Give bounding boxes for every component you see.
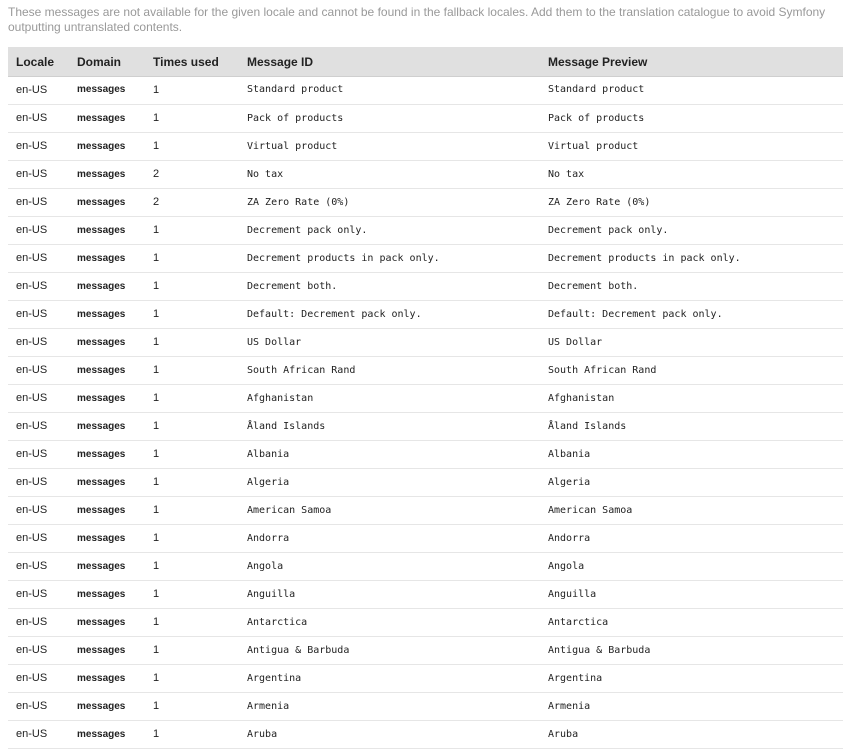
cell-times-used: 1 bbox=[153, 588, 160, 600]
column-header-locale: Locale bbox=[8, 47, 69, 76]
cell-times-used: 1 bbox=[153, 448, 160, 460]
table-row bbox=[8, 384, 843, 412]
cell-locale: en-US bbox=[16, 252, 48, 264]
cell-locale: en-US bbox=[16, 112, 48, 124]
cell-times-used: 1 bbox=[153, 616, 160, 628]
cell-message-preview: Pack of products bbox=[548, 112, 645, 124]
cell-message-preview: Algeria bbox=[548, 476, 591, 488]
cell-message-id: No tax bbox=[247, 168, 284, 180]
cell-message-preview: Anguilla bbox=[548, 588, 597, 600]
cell-message-preview: American Samoa bbox=[548, 504, 633, 516]
cell-message-id: Virtual product bbox=[247, 140, 338, 152]
cell-message-id: Afghanistan bbox=[247, 392, 314, 404]
table-row bbox=[8, 412, 843, 440]
cell-locale: en-US bbox=[16, 140, 48, 152]
cell-message-id: Decrement pack only. bbox=[247, 224, 368, 236]
cell-locale: en-US bbox=[16, 224, 48, 236]
cell-locale: en-US bbox=[16, 308, 48, 320]
cell-message-id: Andorra bbox=[247, 532, 290, 544]
cell-times-used: 2 bbox=[153, 168, 160, 180]
cell-locale: en-US bbox=[16, 392, 48, 404]
cell-domain: messages bbox=[77, 84, 126, 96]
cell-domain: messages bbox=[77, 140, 126, 152]
cell-locale: en-US bbox=[16, 448, 48, 460]
cell-domain: messages bbox=[77, 168, 126, 180]
cell-times-used: 1 bbox=[153, 364, 160, 376]
cell-message-preview: Argentina bbox=[548, 672, 603, 684]
cell-message-id: ZA Zero Rate (0%) bbox=[247, 196, 350, 208]
table-row bbox=[8, 468, 843, 496]
cell-locale: en-US bbox=[16, 420, 48, 432]
cell-times-used: 1 bbox=[153, 728, 160, 740]
cell-domain: messages bbox=[77, 392, 126, 404]
cell-locale: en-US bbox=[16, 196, 48, 208]
cell-message-preview: Armenia bbox=[548, 700, 591, 712]
missing-messages-notice: These messages are not available for the given locale and cannot be found in the fallback locales. Add them to the translation catalogue to avoid Symfony outputting untranslated contents. bbox=[8, 5, 826, 34]
cell-times-used: 1 bbox=[153, 420, 160, 432]
cell-times-used: 1 bbox=[153, 532, 160, 544]
cell-message-preview: ZA Zero Rate (0%) bbox=[548, 196, 651, 208]
cell-times-used: 1 bbox=[153, 83, 160, 96]
cell-message-id: Default: Decrement pack only. bbox=[247, 308, 422, 320]
missing-messages-table-container bbox=[8, 47, 843, 749]
cell-locale: en-US bbox=[16, 168, 48, 180]
cell-domain: messages bbox=[77, 112, 126, 124]
cell-locale: en-US bbox=[16, 336, 48, 348]
cell-domain: messages bbox=[77, 532, 126, 544]
table-row bbox=[8, 524, 843, 552]
cell-domain: messages bbox=[77, 588, 126, 600]
cell-message-id: Decrement both. bbox=[247, 280, 338, 292]
cell-message-preview: Afghanistan bbox=[548, 392, 615, 404]
table-row bbox=[8, 692, 843, 720]
cell-message-preview: South African Rand bbox=[548, 364, 657, 376]
cell-locale: en-US bbox=[16, 532, 48, 544]
cell-message-preview: Standard product bbox=[548, 84, 645, 96]
cell-times-used: 1 bbox=[153, 700, 160, 712]
cell-message-id: American Samoa bbox=[247, 504, 332, 516]
cell-times-used: 2 bbox=[153, 196, 160, 208]
cell-locale: en-US bbox=[16, 700, 48, 712]
cell-locale: en-US bbox=[16, 644, 48, 656]
cell-times-used: 1 bbox=[153, 476, 160, 488]
cell-message-preview: Åland Islands bbox=[548, 420, 627, 432]
cell-domain: messages bbox=[77, 448, 126, 460]
cell-message-id: Argentina bbox=[247, 672, 302, 684]
cell-domain: messages bbox=[77, 644, 126, 656]
cell-times-used: 1 bbox=[153, 140, 160, 152]
cell-message-preview: Virtual product bbox=[548, 140, 639, 152]
table-header-row bbox=[8, 47, 843, 76]
cell-locale: en-US bbox=[16, 616, 48, 628]
cell-domain: messages bbox=[77, 560, 126, 572]
cell-domain: messages bbox=[77, 672, 126, 684]
cell-message-id: US Dollar bbox=[247, 336, 302, 348]
cell-times-used: 1 bbox=[153, 252, 160, 264]
cell-locale: en-US bbox=[16, 364, 48, 376]
cell-domain: messages bbox=[77, 336, 126, 348]
table-row bbox=[8, 356, 843, 384]
cell-message-preview: Decrement pack only. bbox=[548, 224, 669, 236]
cell-domain: messages bbox=[77, 700, 126, 712]
table-row bbox=[8, 216, 843, 244]
cell-message-id: Aruba bbox=[247, 728, 278, 740]
cell-message-id: Standard product bbox=[247, 84, 344, 96]
cell-times-used: 1 bbox=[153, 560, 160, 572]
table-row bbox=[8, 552, 843, 580]
cell-message-id: Armenia bbox=[247, 700, 290, 712]
cell-locale: en-US bbox=[16, 476, 48, 488]
cell-message-id: Pack of products bbox=[247, 112, 344, 124]
cell-times-used: 1 bbox=[153, 308, 160, 320]
cell-message-id: Anguilla bbox=[247, 588, 296, 600]
table-row bbox=[8, 160, 843, 188]
missing-messages-table bbox=[8, 47, 843, 749]
cell-times-used: 1 bbox=[153, 504, 160, 516]
cell-times-used: 1 bbox=[153, 392, 160, 404]
table-row bbox=[8, 720, 843, 748]
cell-message-id: South African Rand bbox=[247, 364, 356, 376]
cell-domain: messages bbox=[77, 196, 126, 208]
cell-message-preview: US Dollar bbox=[548, 336, 603, 348]
cell-times-used: 1 bbox=[153, 224, 160, 236]
cell-message-preview: Albania bbox=[548, 448, 591, 460]
cell-times-used: 1 bbox=[153, 336, 160, 348]
cell-message-id: Algeria bbox=[247, 476, 290, 488]
table-row bbox=[8, 244, 843, 272]
column-header-times-used: Times used bbox=[145, 47, 239, 76]
cell-locale: en-US bbox=[16, 83, 48, 96]
table-row bbox=[8, 580, 843, 608]
cell-message-preview: Decrement both. bbox=[548, 280, 639, 292]
cell-domain: messages bbox=[77, 728, 126, 740]
cell-domain: messages bbox=[77, 420, 126, 432]
table-row bbox=[8, 132, 843, 160]
cell-message-id: Angola bbox=[247, 560, 284, 572]
cell-message-id: Decrement products in pack only. bbox=[247, 252, 440, 264]
column-header-message-preview: Message Preview bbox=[540, 47, 843, 76]
column-header-message-id: Message ID bbox=[239, 47, 540, 76]
table-row bbox=[8, 328, 843, 356]
cell-message-preview: Aruba bbox=[548, 728, 579, 740]
table-body bbox=[8, 76, 843, 748]
table-row bbox=[8, 608, 843, 636]
cell-locale: en-US bbox=[16, 280, 48, 292]
cell-locale: en-US bbox=[16, 560, 48, 572]
cell-message-id: Åland Islands bbox=[247, 420, 326, 432]
cell-domain: messages bbox=[77, 504, 126, 516]
cell-locale: en-US bbox=[16, 672, 48, 684]
cell-message-id: Antarctica bbox=[247, 616, 308, 628]
cell-message-preview: Antarctica bbox=[548, 616, 609, 628]
table-row bbox=[8, 440, 843, 468]
column-header-domain: Domain bbox=[69, 47, 145, 76]
cell-domain: messages bbox=[77, 364, 126, 376]
table-header bbox=[8, 47, 843, 76]
table-row bbox=[8, 272, 843, 300]
table-row bbox=[8, 188, 843, 216]
table-row bbox=[8, 76, 843, 104]
cell-message-id: Antigua & Barbuda bbox=[247, 644, 350, 656]
cell-domain: messages bbox=[77, 224, 126, 236]
table-row bbox=[8, 496, 843, 524]
cell-times-used: 1 bbox=[153, 112, 160, 124]
cell-message-preview: Andorra bbox=[548, 532, 591, 544]
cell-message-preview: Default: Decrement pack only. bbox=[548, 308, 723, 320]
cell-message-preview: Antigua & Barbuda bbox=[548, 644, 651, 656]
cell-domain: messages bbox=[77, 280, 126, 292]
cell-times-used: 1 bbox=[153, 280, 160, 292]
cell-locale: en-US bbox=[16, 728, 48, 740]
cell-domain: messages bbox=[77, 252, 126, 264]
cell-message-preview: No tax bbox=[548, 168, 585, 180]
table-row bbox=[8, 300, 843, 328]
cell-locale: en-US bbox=[16, 504, 48, 516]
cell-message-id: Albania bbox=[247, 448, 290, 460]
table-row bbox=[8, 664, 843, 692]
cell-locale: en-US bbox=[16, 588, 48, 600]
cell-message-preview: Decrement products in pack only. bbox=[548, 252, 741, 264]
cell-domain: messages bbox=[77, 616, 126, 628]
cell-domain: messages bbox=[77, 476, 126, 488]
cell-times-used: 1 bbox=[153, 672, 160, 684]
cell-times-used: 1 bbox=[153, 644, 160, 656]
table-row bbox=[8, 636, 843, 664]
table-row bbox=[8, 104, 843, 132]
cell-message-preview: Angola bbox=[548, 560, 585, 572]
cell-domain: messages bbox=[77, 308, 126, 320]
